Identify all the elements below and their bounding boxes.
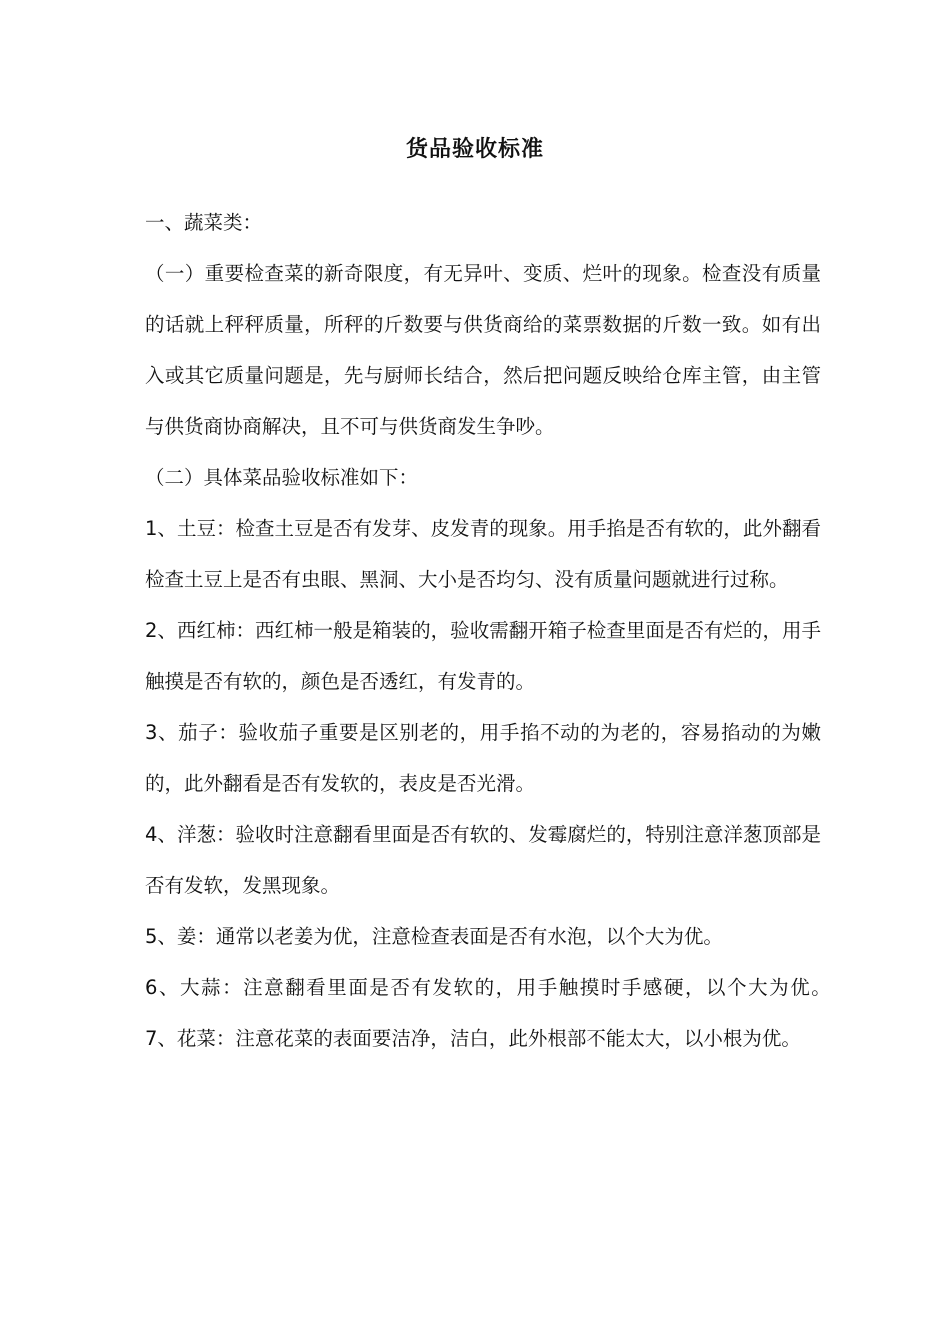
paragraph-onion: 4、洋葱：验收时注意翻看里面是否有软的、发霉腐烂的，特别注意洋葱顶部是否有发软，发黑现象。 [145, 823, 821, 897]
paragraph-subheading-standards: （二）具体菜品验收标准如下： [145, 466, 419, 489]
document-body [145, 197, 847, 1064]
paragraph-tomato: 2、西红柿：西红柿一般是箱装的，验收需翻开箱子检查里面是否有烂的，用手触摸是否有软的，颜色是否透红，有发青的。 [145, 619, 821, 693]
paragraph-potato: 1、土豆：检查土豆是否有发芽、皮发青的现象。用手掐是否有软的，此外翻看检查土豆上是否有虫眼、黑洞、大小是否均匀、没有质量问题就进行过称。 [145, 517, 821, 591]
paragraph-eggplant: 3、茄子：验收茄子重要是区别老的，用手掐不动的为老的，容易掐动的为嫩的，此外翻看是否有发软的，表皮是否光滑。 [145, 721, 821, 795]
paragraph-general-inspection: （一）重要检查菜的新奇限度，有无异叶、变质、烂叶的现象。检查没有质量的话就上秤秤质量，所秤的斤数要与供货商给的菜票数据的斤数一致。如有出入或其它质量问题是，先与厨师长结合，然后把问题反映给仓库主管，由主管与供货商协商解决，且不可与供货商发生争吵。 [145, 262, 821, 438]
document-title: 货品验收标准 [405, 137, 544, 162]
section-heading-vegetables: 一、蔬菜类： [145, 211, 263, 234]
paragraph-ginger: 5、姜：通常以老姜为优，注意检查表面是否有水泡，以个大为优。 [145, 925, 723, 948]
paragraph-garlic-cauliflower: 6、大蒜：注意翻看里面是否有发软的，用手触摸时手感硬，以个大为优。 7、花菜：注意花菜的表面要洁净，洁白，此外根部不能太大，以小根为优。 [145, 976, 847, 1050]
